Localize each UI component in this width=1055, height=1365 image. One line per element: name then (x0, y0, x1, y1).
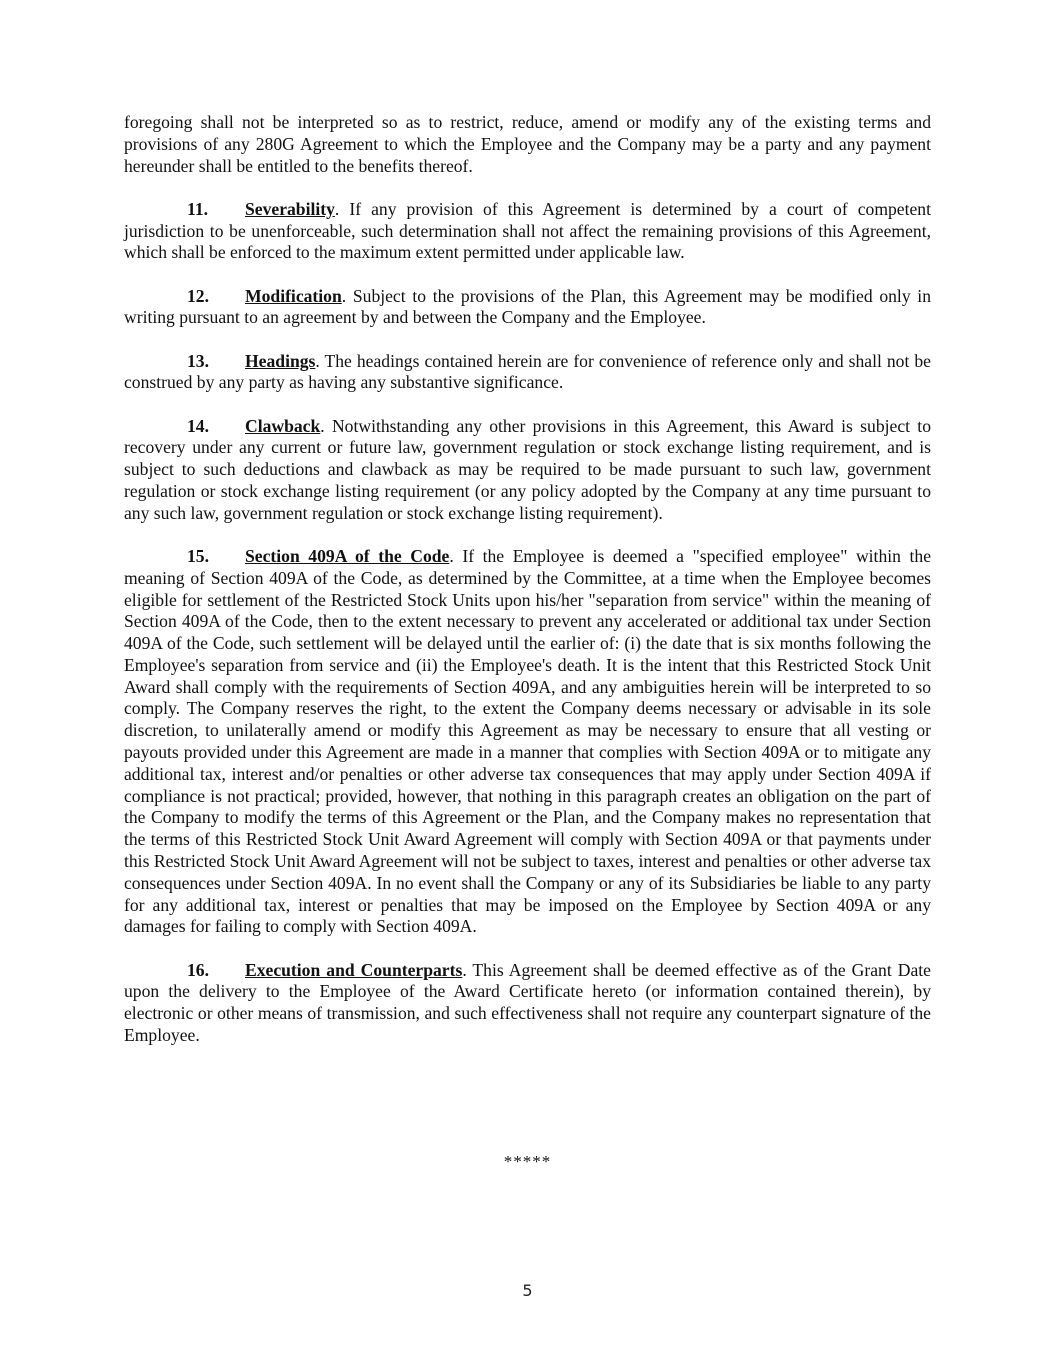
end-of-document-marker: ***** (503, 1152, 552, 1171)
section-heading: Clawback (245, 415, 321, 436)
section-heading: Headings (245, 350, 316, 371)
page-number: 5 (522, 1281, 533, 1300)
section-body: . Notwithstanding any other provisions in this Agreement, this Award is subject to recovery under any current or future law, government regulation or stock exchange listing requirement, and is subject to such deductions and clawback as may be required to be made pursuant to such law, government regulation or stock exchange listing requirement (or any policy adopted by the Company at any time pursuant to any such law, government regulation or stock exchange listing requirement). (124, 415, 931, 523)
intro-paragraph: foregoing shall not be interpreted so as to restrict, reduce, amend or modify any of the existing terms and provisions of any 280G Agreement to which the Employee and the Company may be a party and any payment hereunder shall be entitled to the benefits thereof. (124, 112, 931, 176)
section-14 (124, 416, 931, 525)
section-number: 14. (187, 415, 209, 436)
section-16 (124, 960, 931, 1047)
section-number: 13. (187, 350, 209, 371)
section-11 (124, 199, 931, 264)
section-body: . If any provision of this Agreement is determined by a court of competent jurisdiction to be unenforceable, such determination shall not affect the remaining provisions of this Agreement, which shall be enforced to the maximum extent permitted under applicable law. (124, 198, 931, 263)
section-heading: Section 409A of the Code (245, 545, 450, 566)
section-heading: Severability (245, 198, 335, 219)
section-body: . The headings contained herein are for convenience of reference only and shall not be construed by any party as having any substantive significance. (124, 350, 931, 393)
section-number: 15. (187, 545, 209, 566)
section-body: . If the Employee is deemed a "specified employee" within the meaning of Section 409A of the Code, as determined by the Committee, at a time when the Employee becomes eligible for settlement of the Restricted Stock Units upon his/her "separation from service" within the meaning of Section 409A of the Code, then to the extent necessary to prevent any accelerated or additional tax under Section 409A of the Code, such settlement will be delayed until the earlier of: (i) the date that is six months following the Employee's separation from service and (ii) the Employee's death. It is the intent that this Restricted Stock Unit Award shall comply with the requirements of Section 409A, and any ambiguities herein will be interpreted to so comply. The Company reserves the right, to the extent the Company deems necessary or advisable in its sole discretion, to unilaterally amend or modify this Agreement as may be necessary to ensure that all vesting or payouts provided under this Agreement are made in a manner that complies with Section 409A or to mitigate any additional tax, interest and/or penalties or other adverse tax consequences that may apply under Section 409A if compliance is not practical; provided, however, that nothing in this paragraph creates an obligation on the part of the Company to modify the terms of this Agreement or the Plan, and the Company makes no representation that the terms of this Restricted Stock Unit Award Agreement will comply with Section 409A or that payments under this Restricted Stock Unit Award Agreement will not be subject to taxes, interest and penalties or other adverse tax consequences under Section 409A. In no event shall the Company or any of its Subsidiaries be liable to any party for any additional tax, interest or penalties that may be imposed on the Employee by Section 409A or any damages for failing to comply with Section 409A. (124, 545, 931, 937)
section-12 (124, 286, 931, 330)
section-number: 11. (187, 198, 209, 219)
section-heading: Modification (245, 285, 342, 306)
section-13 (124, 351, 931, 395)
section-number: 12. (187, 285, 209, 306)
section-body: . This Agreement shall be deemed effective as of the Grant Date upon the delivery to the Employee of the Award Certificate hereto (or information contained therein), by electronic or other means of transmission, and such effectiveness shall not require any counterpart signature of the Employee. (124, 959, 931, 1046)
section-number: 16. (187, 959, 209, 980)
section-body: . Subject to the provisions of the Plan, this Agreement may be modified only in writing pursuant to an agreement by and between the Company and the Employee. (124, 285, 931, 328)
document-body (124, 112, 931, 1068)
section-15 (124, 546, 931, 938)
section-heading: Execution and Counterparts (245, 959, 463, 980)
